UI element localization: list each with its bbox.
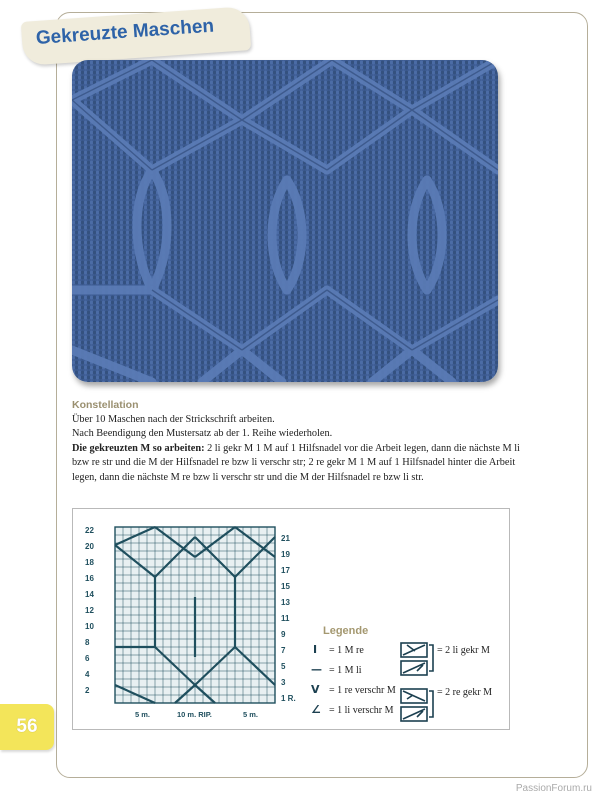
page-number-tab [0,704,54,750]
instruction-line-1: Über 10 Maschen nach der Strickschrift arbeiten. [72,413,275,425]
legend-item-1: = 1 M re [329,645,364,656]
chart-row-label-right: 9 [281,630,286,639]
chart-row-label-left: 18 [85,558,94,567]
chart-row-label-left: 10 [85,622,94,631]
chart-row-label-left: 12 [85,606,94,615]
chart-row-label-right: 13 [281,598,290,607]
legend-item-4: = 1 li verschr M [329,705,394,716]
legend-item-2: = 1 M li [329,665,362,676]
chart-row-label-left: 22 [85,526,94,535]
chart-row-label-left: 6 [85,654,90,663]
slash-dash-symbol-icon: ∠ [311,703,321,716]
instruction-body: 2 li gekr M 1 M auf 1 Hilfsnadel vor die Arbeit legen, dann die nächste M li bzw re str und die M der Hilfsnadel re bzw li verschr str; 2 re gekr M 1 M auf 1 Hilfsnadel hinter die Arbeit legen, dann die nächste M re bzw li verschr str und die M der Hilfsnadel re bzw li str. [72,442,520,483]
instruction-line-2: Nach Beendigung den Mustersatz ab der 1. Reihe wiederholen. [72,428,333,439]
chart-row-label-right: 1 R. [281,694,296,703]
chart-row-label-left: 14 [85,590,94,599]
cross-symbols-icon [399,637,439,727]
v-symbol-icon: V [311,683,320,696]
legend-title: Legende [323,625,369,637]
chart-row-label-right: 19 [281,550,290,559]
chart-row-label-left: 8 [85,638,90,647]
legend-item-3: = 1 re verschr M [329,685,396,696]
chart-row-label-right: 5 [281,662,286,671]
page-title: Gekreuzte Maschen [35,15,215,49]
vertical-bar-symbol-icon: I [313,643,318,656]
chart-row-label-right: 21 [281,534,290,543]
section-heading: Konstellation [72,399,139,411]
chart-row-label-right: 3 [281,678,286,687]
chart-bottom-label-middle: 10 m. RIP. [177,710,212,719]
chart-row-label-left: 20 [85,542,94,551]
instruction-paragraph [72,442,522,486]
instruction-bold-lead: Die gekreuzten M so arbeiten: [72,442,205,454]
page-number: 56 [16,716,38,737]
chart-row-label-right: 11 [281,614,290,623]
knitting-chart-box [72,508,510,730]
dash-symbol-icon: — [311,663,322,676]
chart-row-label-left: 4 [85,670,90,679]
chart-row-label-left: 2 [85,686,90,695]
instructions-block [72,398,522,485]
legend-cross-item-2: = 2 re gekr M [437,687,493,698]
chart-bottom-label-left: 5 m. [135,710,151,719]
chart-row-label-right: 7 [281,646,286,655]
chart-bottom-label-right: 5 m. [243,710,259,719]
knit-sample-photo [72,60,498,382]
knitting-chart [81,517,313,723]
chart-row-label-right: 17 [281,566,290,575]
legend-cross-item-1: = 2 li gekr M [437,645,490,656]
chart-row-label-left: 16 [85,574,94,583]
chart-row-label-right: 15 [281,582,290,591]
watermark: PassionForum.ru [515,783,592,794]
